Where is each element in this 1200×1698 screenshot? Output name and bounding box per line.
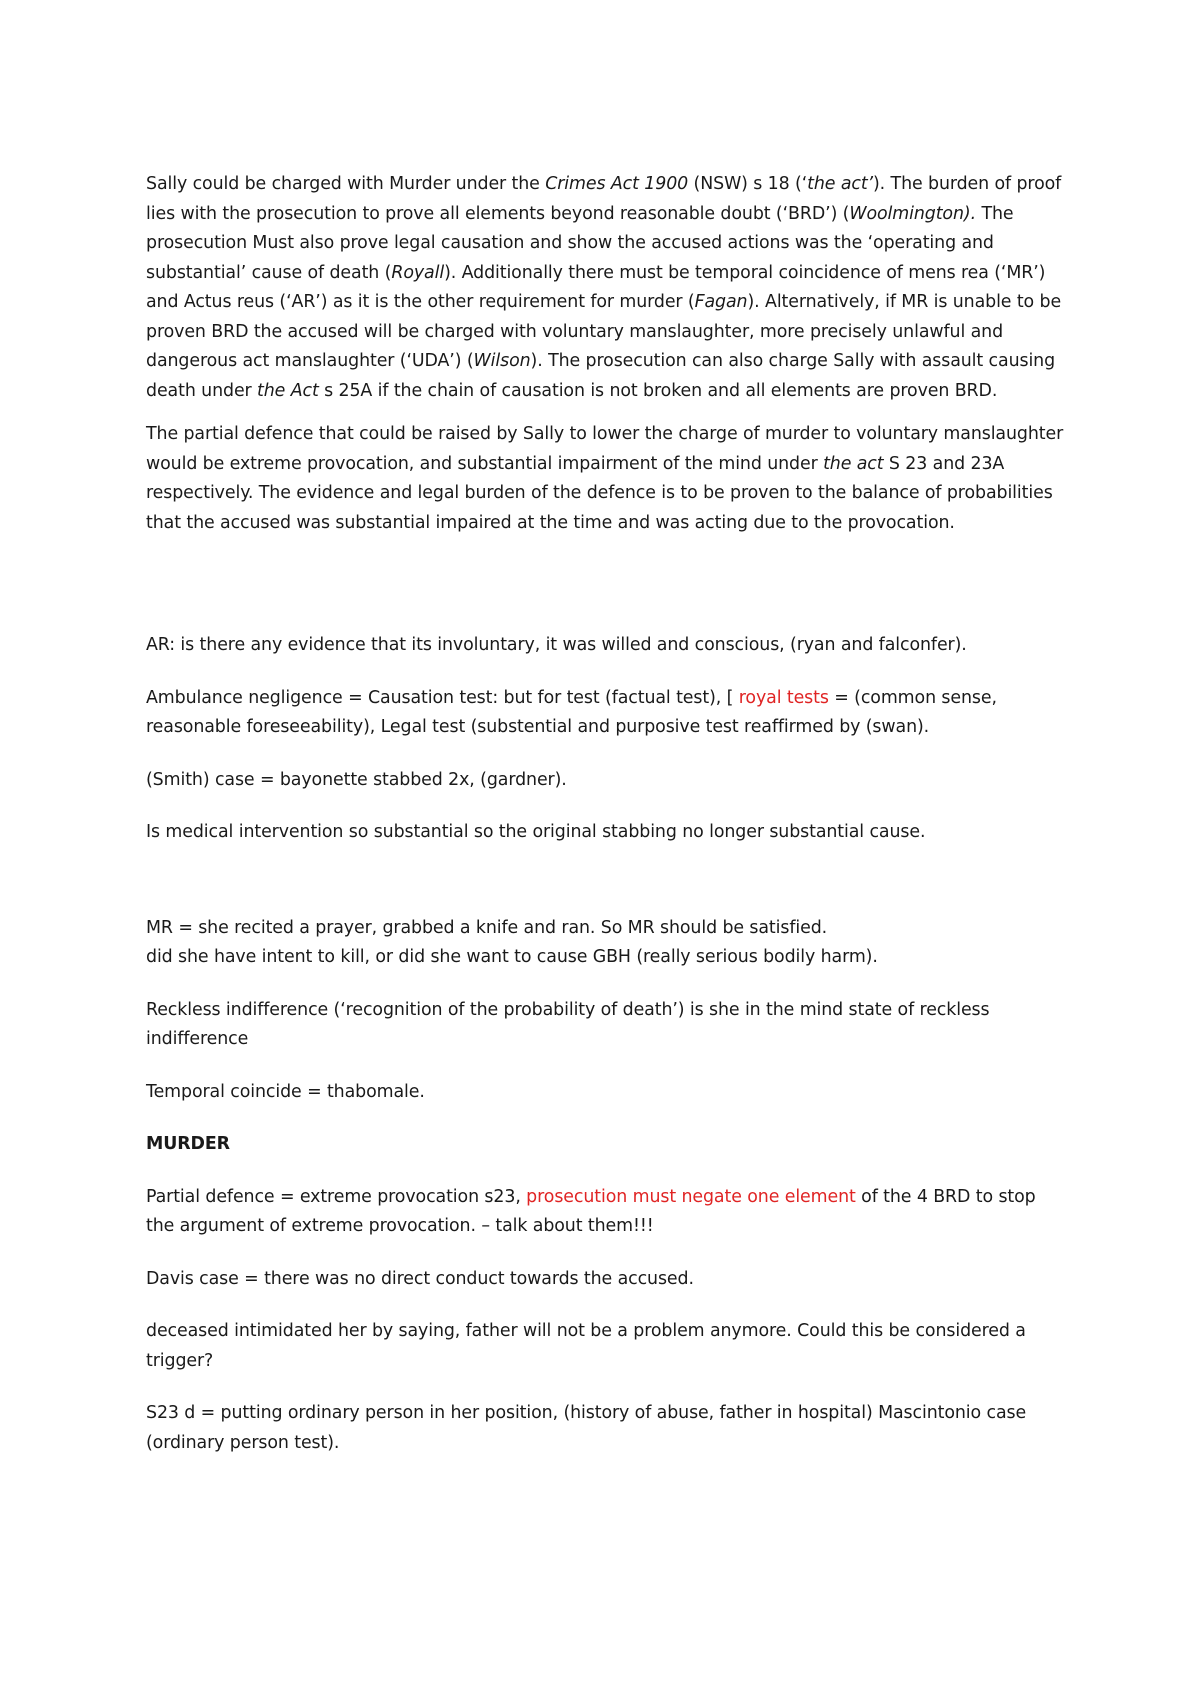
note-mens-rea: MR = she recited a prayer, grabbed a knife and ran. So MR should be satisfied. [146, 917, 828, 938]
text-run: s 25A if the chain of causation is not broken and all elements are proven BRD. [318, 380, 998, 401]
note-reckless-indifference: Reckless indifference (‘recognition of the probability of death’) is she in the mind state of reckless indifference [146, 999, 990, 1049]
text-run: ). The prosecution can also charge Sally with assault causing death under [146, 351, 1056, 401]
text-run: Partial defence = extreme provocation s23, [146, 1186, 527, 1207]
note-smith-case: (Smith) case = bayonette stabbed 2x, (gardner). [146, 769, 567, 790]
highlighted-text: prosecution must negate one element [526, 1186, 856, 1207]
text-run: ). Additionally there must be temporal coincidence of mens rea (‘MR’) and Actus reus (‘AR’) as it is the other requirement for murder ( [146, 262, 1046, 312]
highlighted-text: royal tests [738, 687, 829, 708]
note-trigger: deceased intimidated her by saying, father will not be a problem anymore. Could this be considered a trigger? [146, 1321, 1026, 1371]
paragraph-charges [146, 170, 1066, 406]
case-citation: Royall [391, 262, 445, 283]
note-davis-case: Davis case = there was no direct conduct towards the accused. [146, 1268, 694, 1289]
note-actus-reus: AR: is there any evidence that its involuntary, it was willed and conscious, (ryan and falconfer). [146, 635, 967, 655]
text-run: S 23 and 23A respectively. The evidence and legal burden of the defence is to be proven to the balance of probabilities that the accused was substantial impaired at the time and was acting due to the provocation. [146, 453, 1053, 533]
text-run: Sally could be charged with Murder under the [146, 174, 546, 194]
text-run: = (common sense, reasonable foreseeability), Legal test (substential and purposive test reaffirmed by (swan). [146, 687, 997, 737]
statute-citation: the Act [257, 380, 319, 401]
section-heading-murder: MURDER [146, 1134, 230, 1154]
case-citation: Fagan [694, 292, 748, 312]
text-run: of the 4 BRD to stop the argument of extreme provocation. – talk about them!!! [146, 1186, 1036, 1236]
note-intent: did she have intent to kill, or did she want to cause GBH (really serious bodily harm). [146, 947, 878, 967]
document-body [146, 170, 1066, 1458]
statute-citation: the act [823, 453, 884, 474]
text-run: ). The burden of proof lies with the prosecution to prove all elements beyond reasonable doubt (‘BRD’) ( [146, 174, 1062, 224]
text-run: The partial defence that could be raised by Sally to lower the charge of murder to voluntary manslaughter would be extreme provocation, and substantial impairment of the mind under [146, 424, 1064, 474]
note-ordinary-person: S23 d = putting ordinary person in her position, (history of abuse, father in hospital) Mascintonio case (ordinary person test). [146, 1403, 1027, 1453]
italic-run: the act’ [807, 174, 873, 194]
text-run: Ambulance negligence = Causation test: but for test (factual test), [ [146, 687, 739, 708]
note-extreme-provocation [146, 1183, 1066, 1242]
statute-citation: Crimes Act 1900 [545, 174, 689, 194]
text-run: The prosecution Must also prove legal causation and show the accused actions was the ‘operating and substantial’ cause of death ( [146, 203, 1014, 283]
text-run: (NSW) s 18 (‘ [688, 174, 808, 194]
note-temporal-coincidence: Temporal coincide = thabomale. [146, 1081, 425, 1102]
note-medical-intervention: Is medical intervention so substantial so the original stabbing no longer substantial cause. [146, 822, 926, 842]
case-citation: Wilson [473, 351, 531, 371]
text-run: ). Alternatively, if MR is unable to be proven BRD the accused will be charged with voluntary manslaughter, more precisely unlawful and dangerous act manslaughter (‘UDA’) ( [146, 292, 1062, 371]
note-causation [146, 684, 1066, 743]
paragraph-partial-defence [146, 420, 1066, 538]
case-citation: Woolmington). [849, 203, 977, 224]
